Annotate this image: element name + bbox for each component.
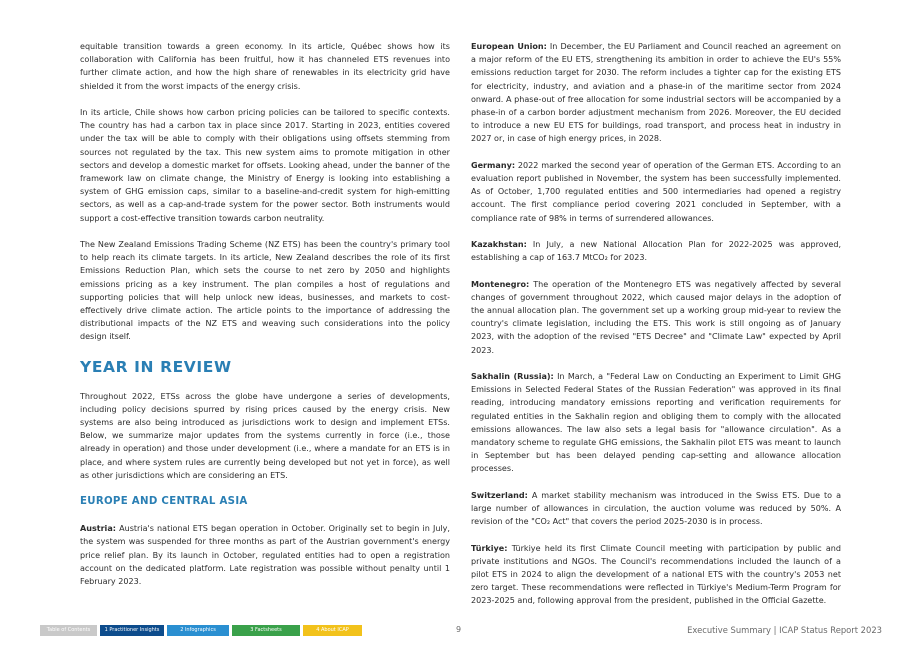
kazakhstan-text: In July, a new National Allocation Plan for 2022-2025 was approved, establishing a cap of 163.7 MtCO₂ for 2023. bbox=[471, 240, 841, 263]
sakhalin-label: Sakhalin (Russia): bbox=[471, 372, 554, 382]
paragraph-new-zealand: The New Zealand Emissions Trading Scheme (NZ ETS) has been the country's primary tool to help reach its climate targets. In its article, New Zealand describes the role of its first Emissions Reduction Plan, which sets the course to net zero by 2050 and highlights emissions pricing as a key instrument. The plan compiles a host of regulations and supporting policies that will help unlock new ideas, businesses, and markets to cost-effectively drive climate action. The article points to the importance of addressing the distributional impacts of the NZ ETS and weaving such considerations into the policy design itself. bbox=[80, 240, 450, 342]
intro-paragraph-quebec: equitable transition towards a green economy. In its article, Québec shows how its collaboration with California has been fruitful, how it has channeled ETS revenues into further climate action, and how the high share of renewables in its electricity grid have shielded it from the worst impacts of the energy crisis. bbox=[80, 42, 450, 91]
germany-label: Germany: bbox=[471, 160, 516, 170]
paragraph-sakhalin bbox=[471, 370, 841, 476]
turkiye-label: Türkiye: bbox=[471, 543, 508, 553]
nav-table-of-contents[interactable]: Table of Contents bbox=[40, 625, 97, 636]
left-column bbox=[80, 40, 450, 601]
turkiye-text: Türkiye held its first Climate Council meeting with participation by public and private institutions and NGOs. The Council's recommendations included the launch of a pilot ETS in 2024 to align the development of a national ETS with the country's 2053 net zero target. These recommendations were reflected in Türkiye's Medium-Term Program for 2023-2025 and, following approval from the president, published in the Official Gazette. bbox=[471, 543, 841, 606]
germany-text: 2022 marked the second year of operation of the German ETS. According to an evaluation report published in November, the system has been successfully implemented. As of October, 1,700 regulated entities and 500 intermediaries had opened a registry account. The first compliance period covering 2021 concluded in September, with a compliance rate of 98% in terms of surrendered allowances. bbox=[471, 160, 841, 223]
kazakhstan-label: Kazakhstan: bbox=[471, 240, 527, 250]
austria-label: Austria: bbox=[80, 524, 116, 534]
eu-label: European Union: bbox=[471, 42, 547, 51]
paragraph-turkiye bbox=[471, 542, 841, 608]
nav-infographics[interactable]: 2 Infographics bbox=[167, 625, 229, 636]
nav-factsheets[interactable]: 3 Factsheets bbox=[232, 625, 300, 636]
switzerland-label: Switzerland: bbox=[471, 490, 528, 500]
paragraph-montenegro bbox=[471, 278, 841, 357]
paragraph-year-in-review: Throughout 2022, ETSs across the globe have undergone a series of developments, including policy decisions spurred by rising prices caused by the energy crisis. New systems are also being introduced as jurisdictions work to design and implement ETSs. Below, we summarize major updates from the systems currently in force (i.e., those already in operation) and those under development (i.e., where a mandate for an ETS is in place, and where system rules are currently being developed but not yet in force), as well as other jurisdictions which are considering an ETS. bbox=[80, 391, 450, 480]
paragraph-eu bbox=[471, 40, 841, 146]
switzerland-text: A market stability mechanism was introduced in the Swiss ETS. Due to a large number of allowances in circulation, the auction volume was reduced by 50%. A revision of the "CO₂ Act" that covers the period 2025-2030 is in process. bbox=[471, 490, 841, 527]
nav-about-icap[interactable]: 4 About ICAP bbox=[303, 625, 362, 636]
paragraph-germany bbox=[471, 159, 841, 225]
sakhalin-text: In March, a "Federal Law on Conducting an Experiment to Limit GHG Emissions in Selected Federal States of the Russian Federation" was approved in its final reading, introducing mandatory emissions reporting and verification requirements for regulated entities in the Sakhalin region and obliging them to comply with the allocated emissions allowances. The law also sets a legal basis for "allowance circulation". As a mandatory scheme to regulate GHG emissions, the Sakhalin pilot ETS was meant to launch in September but has been delayed pending cap-setting and allowance allocation processes. bbox=[471, 372, 841, 474]
right-column bbox=[471, 40, 841, 621]
paragraph-austria bbox=[80, 522, 450, 588]
report-title: Executive Summary | ICAP Status Report 2023 bbox=[687, 625, 882, 635]
montenegro-text: The operation of the Montenegro ETS was negatively affected by several changes of government throughout 2022, which caused major delays in the adoption of the annual allocation plan. The government set up a working group mid-year to review the country's climate legislation, including the ETS. This work is still ongoing as of January 2023, with the adoption of the revised "ETS Decree" and "Climate Law" expected by April 2023. bbox=[471, 279, 841, 355]
austria-text: Austria's national ETS began operation in October. Originally set to begin in July, the system was suspended for three months as part of the Austrian government's energy price relief plan. By its launch in October, regulated entities had to open a registration account on the dedicated platform. Late registration was possible without penalty until 1 February 2023. bbox=[80, 524, 450, 587]
nav-practitioner-insights[interactable]: 1 Practitioner Insights bbox=[100, 625, 164, 636]
europe-central-asia-heading: EUROPE AND CENTRAL ASIA bbox=[80, 496, 248, 508]
montenegro-label: Montenegro: bbox=[471, 279, 530, 289]
paragraph-chile: In its article, Chile shows how carbon pricing policies can be tailored to specific contexts. The country has had a carbon tax in place since 2017. Starting in 2023, entities covered under the tax will be able to comply with their obligations using offsets stemming from sources not regulated by the tax. This new system aims to promote mitigation in other sectors and develop a domestic market for offsets. Looking ahead, under the banner of the framework law on climate change, the Ministry of Energy is looking into establishing a system of GHG emission caps, similar to a baseline-and-credit system for high-emitting sectors, as well as a cap-and-trade system for the power sector. Both instruments would support a cost-effective transition towards carbon neutrality. bbox=[80, 108, 450, 223]
eu-text: In December, the EU Parliament and Council reached an agreement on a major reform of the EU ETS, strengthening its ambition in order to achieve the EU's 55% emissions reduction target for 2030. The reform includes a tighter cap for the existing ETS for electricity, industry, and aviation and a phase-in of the maritime sector from 2024 onward. A phase-out of free allocation for some industrial sectors will be accompanied by a phase-in of a carbon border adjustment mechanism from 2026. Moreover, the EU decided to introduce a new EU ETS for buildings, road transport, and process heat in industry in 2027 or, in case of high energy prices, in 2028. bbox=[471, 42, 841, 144]
page-number: 9 bbox=[456, 625, 462, 634]
year-in-review-heading: YEAR IN REVIEW bbox=[80, 357, 232, 376]
page-footer bbox=[0, 620, 920, 640]
section-nav bbox=[40, 625, 362, 636]
paragraph-kazakhstan bbox=[471, 238, 841, 264]
paragraph-switzerland bbox=[471, 489, 841, 529]
